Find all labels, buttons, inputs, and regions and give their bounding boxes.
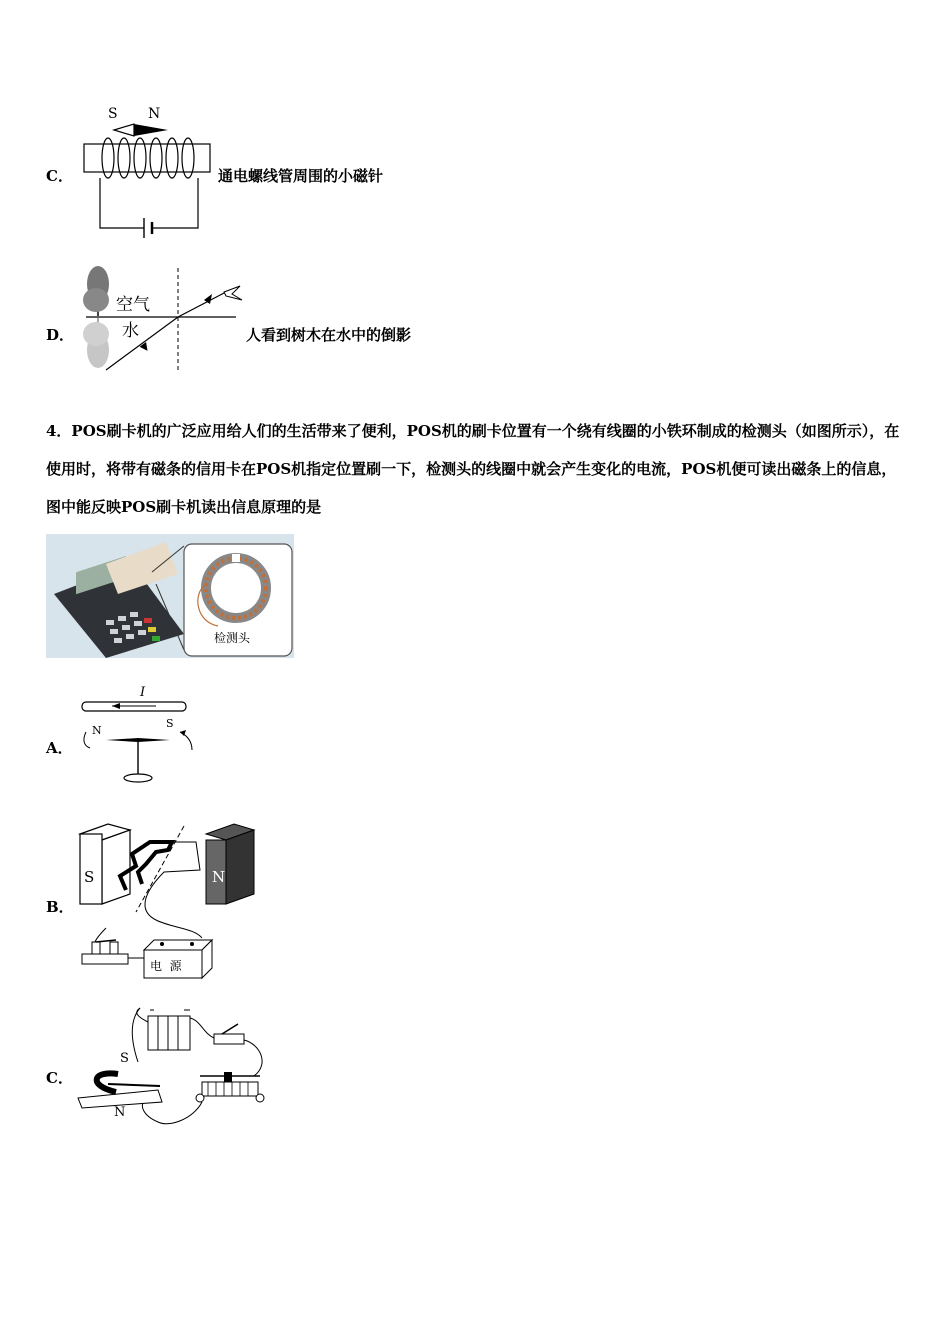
needle-s-label: S: [166, 717, 174, 730]
magnet-s-label: S: [120, 1051, 129, 1066]
water-label: 水: [122, 321, 139, 341]
option-c-label: C．: [46, 167, 73, 185]
option-d-caption: 人看到树木在水中的倒影: [246, 326, 412, 344]
needle-n-label: N: [92, 724, 102, 737]
ring-gap: [232, 554, 240, 562]
circuit-wire-right: [152, 178, 198, 228]
switch-icon: [214, 1024, 244, 1044]
rotation-arrow-icon: [180, 732, 192, 750]
magnet-n-label: N: [114, 1105, 126, 1120]
magnet-n-pole: [206, 824, 254, 904]
option-c2-figure: [74, 1002, 270, 1132]
tree-reflection-icon: [83, 318, 109, 368]
magnet-s-label: S: [84, 868, 95, 886]
eye-icon: [224, 286, 242, 300]
option-b-label: B．: [46, 898, 74, 916]
question-4-stem: 4．POS刷卡机的广泛应用给人们的生活带来了便利，POS机的刷卡位置有一个绕有线圈的小铁环制成的检测头（如图所示），在使用时，将带有磁条的信用卡在POS机指定位置刷一下，检测头的线圈中就会产生变化的电流，POS机便可读出磁条上的信息，图中能反映POS刷卡机读出信息原理的是: [46, 422, 900, 516]
option-c2-label: C．: [46, 1069, 73, 1087]
option-d-label: D．: [46, 326, 75, 344]
needle-s-label: S: [108, 106, 118, 122]
power-supply-label: 电 源: [150, 959, 182, 973]
battery-pack-icon: [148, 1010, 190, 1050]
horseshoe-magnet-icon: [78, 1073, 162, 1108]
rheostat-icon: [196, 1072, 264, 1102]
option-a-figure: [76, 682, 206, 790]
air-label: 空气: [116, 295, 150, 315]
magnet-n-label: N: [212, 868, 226, 886]
rotation-arrow-icon: [84, 732, 90, 748]
tree-icon: [83, 266, 109, 316]
circuit-wire-left: [100, 178, 144, 228]
current-label: I: [140, 685, 146, 700]
lead-wire: [190, 1018, 214, 1038]
needle-n-half: [134, 124, 168, 136]
option-b-figure: [76, 820, 262, 982]
lead-wire: [244, 1040, 262, 1076]
pos-figure: [46, 534, 294, 658]
refraction-figure: [76, 262, 246, 378]
stand-base: [124, 774, 152, 782]
switch-icon: [82, 940, 128, 964]
magnet-s-pole: [80, 824, 130, 904]
needle-n-label: N: [148, 106, 161, 122]
needle-s-half: [114, 124, 134, 136]
option-a-label: A．: [46, 739, 73, 757]
detector-label: 检测头: [214, 631, 251, 645]
option-c-caption: 通电螺线管周围的小磁针: [218, 167, 384, 185]
solenoid-figure: [78, 100, 218, 240]
